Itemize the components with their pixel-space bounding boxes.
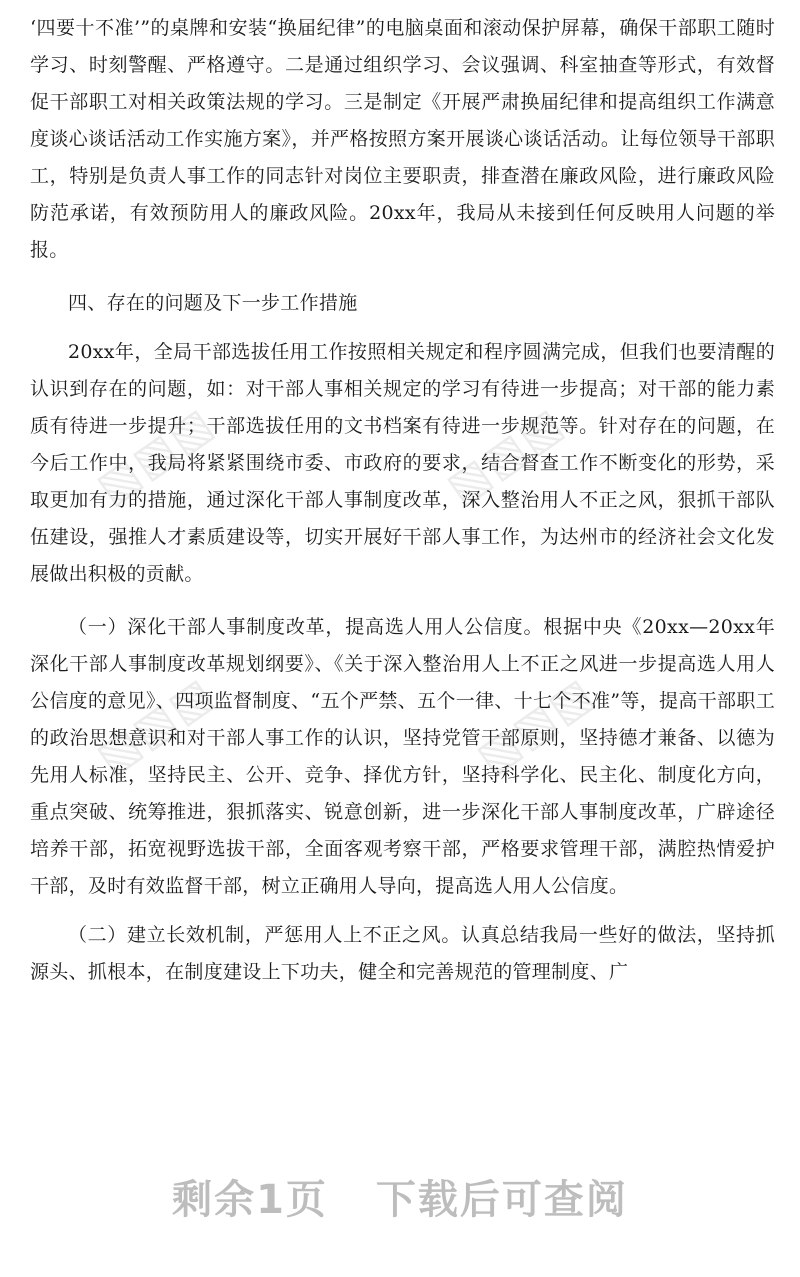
download-to-view-label: 下载后可查阅 — [375, 1177, 628, 1223]
section-heading: 四、存在的问题及下一步工作措施 — [68, 292, 358, 314]
watermark: ▧▧▧ — [467, 667, 604, 784]
paragraph: （二）建立长效机制，严惩用人上不正之风。认真总结我局一些好的做法，坚持抓源头、抓根本，在制度建设上下功夫，健全和完善规范的管理制度、广 — [30, 924, 775, 983]
watermark: ▧▧▧ — [87, 397, 224, 514]
download-prompt-banner[interactable] — [0, 1168, 800, 1225]
paragraph: （一）深化干部人事制度改革，提高选人用人公信度。根据中央《20xx—20xx年深化干部人事制度改革规划纲要》、《关于深入整治用人上不正之风进一步提高选人用人公信度的意见》、四项监督制度、“五个严禁、五个一律、十七个不准”等，提高干部职工的政治思想意识和对干部人事工作的认识，坚持党管干部原则，坚持德才兼备、以德为先用人标准，坚持民主、公开、竞争、择优方针，坚持科学化、民主化、制度化方向，重点突破、统筹推进，狠抓落实、锐意创新，进一步深化干部人事制度改革，广辟途径培养干部，拓宽视野选拔干部，全面客观考察干部，严格要求管理干部，满腔热情爱护干部，及时有效监督干部，树立正确用人导向，提高选人用人公信度。 — [30, 616, 775, 897]
watermark: ▧▧▧ — [87, 667, 224, 784]
watermark: ▧▧▧ — [437, 397, 574, 514]
remaining-pages-label: 剩余1页 — [172, 1177, 328, 1223]
document-body — [30, 10, 775, 991]
paragraph-continued: ‘四要十不准’”的桌牌和安装“换届纪律”的电脑桌面和滚动保护屏幕，确保干部职工随时学习、时刻警醒、严格遵守。二是通过组织学习、会议强调、科室抽查等形式，有效督促干部职工对相关政策法规的学习。三是制定《开展严肃换届纪律和提高组织工作满意度谈心谈话活动工作实施方案》，并严格按照方案开展谈心谈话活动。让每位领导干部职工，特别是负责人事工作的同志针对岗位主要职责，排查潜在廉政风险，进行廉政风险防范承诺，有效预防用人的廉政风险。20xx年，我局从未接到任何反映用人问题的举报。 — [30, 17, 775, 261]
paragraph: 20xx年，全局干部选拔任用工作按照相关规定和程序圆满完成，但我们也要清醒的认识到存在的问题，如：对干部人事相关规定的学习有待进一步提高；对干部的能力素质有待进一步提升；干部选拔任用的文书档案有待进一步规范等。针对存在的问题，在今后工作中，我局将紧紧围绕市委、市政府的要求，结合督查工作不断变化的形势，采取更加有力的措施，通过深化干部人事制度改革，深入整治用人不正之风，狠抓干部队伍建设，强推人才素质建设等，切实开展好干部人事工作，为达州市的经济社会文化发展做出积极的贡献。 — [30, 341, 775, 585]
